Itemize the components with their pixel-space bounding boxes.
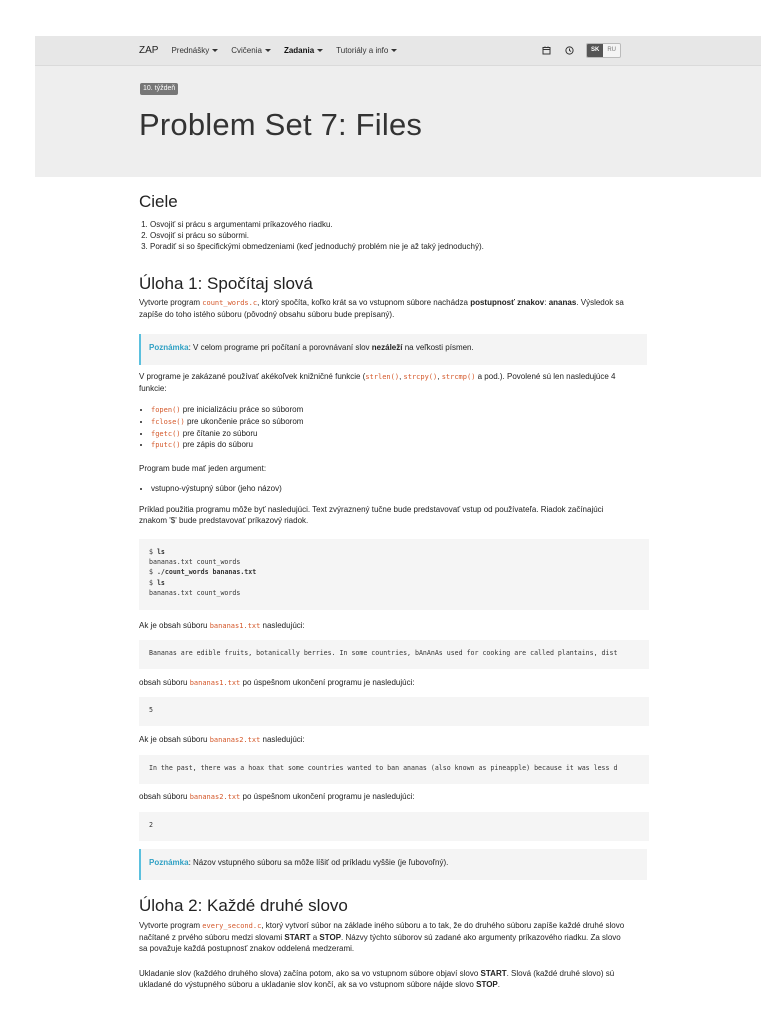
nav-right	[540, 36, 621, 65]
list-item: • fputc() pre zápis do súboru	[151, 439, 641, 451]
nav-menu	[139, 36, 410, 65]
result2-content: 2	[139, 812, 649, 841]
note-case-insensitive: Poznámka: V celom programe pri počítaní a porovnávaní slov nezáleží na veľkosti písmen.	[139, 334, 647, 365]
caret-down-icon	[212, 49, 218, 52]
calendar-icon[interactable]	[540, 45, 552, 57]
list-item: • vstupno-výstupný súbor (jeho názov)	[151, 483, 641, 494]
bananas2-content: In the past, there was a hoax that some countries wanted to ban ananas (also known as pineapple) because it was less d	[139, 755, 649, 784]
nav-item-label: Tutoriály a info	[336, 45, 389, 55]
nav-item-prednasky[interactable]	[171, 45, 218, 56]
list-item: 1. Osvojiť si prácu s argumentami príkazového riadku.	[150, 219, 640, 230]
list-item: 3. Poradiť si so špecifickými obmedzeniami (keď jednoduchý problém nie je až taký jednoduchý).	[150, 241, 640, 252]
language-switch	[586, 43, 621, 58]
lang-ru-button[interactable]: RU	[603, 44, 620, 57]
result2-label: obsah súboru bananas2.txt po úspešnom ukončení programu je nasledujúci:	[139, 792, 415, 801]
week-badge: 10. týždeň	[140, 83, 178, 95]
task2-intro: Vytvorte program every_second.c, ktorý vytvorí súbor na základe iného súboru a to tak, že do druhého súboru zapíše každé druhé slovo načítané z prvého súboru medzi slovami START a STOP. Názvy týchto súborov sú zadané ako argumenty príkazového riadku. Za slovo sa považuje každá postupnosť znakov oddelená medzerami.	[139, 921, 625, 953]
page-header	[35, 66, 761, 177]
task1-args-intro: Program bude mať jeden argument:	[139, 464, 267, 473]
list-item: • fopen() pre inicializáciu práce so súborom	[151, 404, 641, 416]
goals-heading: Ciele	[139, 192, 178, 211]
task2-rules: Ukladanie slov (každého druhého slova) začína potom, ako sa vo vstupnom súbore objaví slovo START. Slová (každé druhé slovo) sú ukladané do výstupného súboru a ukladanie slov končí, ak sa vo vstupnom súbore nájde slovo STOP.	[139, 969, 615, 990]
caret-down-icon	[391, 49, 397, 52]
task1-intro: Vytvorte program count_words.c, ktorý spočíta, koľko krát sa vo vstupnom súbore nachádza postupnosť znakov: ananas. Výsledok sa zapíše do toho istého súboru (pôvodný obsahu súboru bude prepísaný).	[139, 298, 624, 319]
task2-heading: Úloha 2: Každé druhé slovo	[139, 896, 348, 915]
page-title: Problem Set 7: Files	[139, 107, 423, 142]
caret-down-icon	[265, 49, 271, 52]
nav-item-label: Zadania	[283, 45, 315, 55]
task1-restrictions: V programe je zakázané používať akékoľvek knižničné funkcie (strlen(), strcpy(), strcmp() a pod.). Povolené sú len nasledujúce 4 funkcie:	[139, 372, 616, 393]
nav-item-zadania[interactable]	[284, 45, 323, 56]
list-item: • fclose() pre ukončenie práce so súborom	[151, 416, 641, 428]
bananas1-content: Bananas are edible fruits, botanically berries. In some countries, bAnAnAs used for cooking are called plantains, dist	[139, 640, 649, 669]
result1-label: obsah súboru bananas1.txt po úspešnom ukončení programu je nasledujúci:	[139, 678, 415, 687]
result1-content: 5	[139, 697, 649, 726]
list-item: 2. Osvojiť si prácu so súbormi.	[150, 230, 640, 241]
lang-sk-button[interactable]: SK	[587, 44, 603, 57]
code-count-words: count_words.c	[202, 299, 258, 307]
nav-item-tutorialy[interactable]	[336, 45, 397, 56]
clock-icon[interactable]	[563, 45, 575, 57]
args-list	[139, 483, 641, 494]
allowed-functions-list	[139, 404, 641, 451]
task1-heading: Úloha 1: Spočítaj slová	[139, 274, 313, 293]
brand-link[interactable]: ZAP	[139, 44, 159, 56]
example2-label: Ak je obsah súboru bananas2.txt nasledujúci:	[139, 735, 305, 744]
list-item: • fgetc() pre čítanie zo súboru	[151, 428, 641, 440]
task1-example-intro: Príklad použitia programu môže byť nasledujúci. Text zvýraznený tučne bude predstavovať vstup od používateľa. Riadok začínajúci znakom '$' bude predstavovať príkazový riadok.	[139, 505, 604, 526]
caret-down-icon	[317, 49, 323, 52]
nav-item-cvicenia[interactable]	[231, 45, 271, 56]
nav-item-label: Cvičenia	[231, 45, 262, 55]
terminal-example: $ ls bananas.txt count_words $ ./count_words bananas.txt $ ls bananas.txt count_words	[139, 539, 649, 610]
goals-list	[139, 219, 640, 253]
top-navbar	[35, 36, 761, 66]
note-filename: Poznámka: Názov vstupného súboru sa môže líšiť od príkladu vyššie (je ľubovoľný).	[139, 849, 647, 880]
example1-label: Ak je obsah súboru bananas1.txt nasledujúci:	[139, 621, 305, 630]
nav-item-label: Prednášky	[171, 45, 210, 55]
